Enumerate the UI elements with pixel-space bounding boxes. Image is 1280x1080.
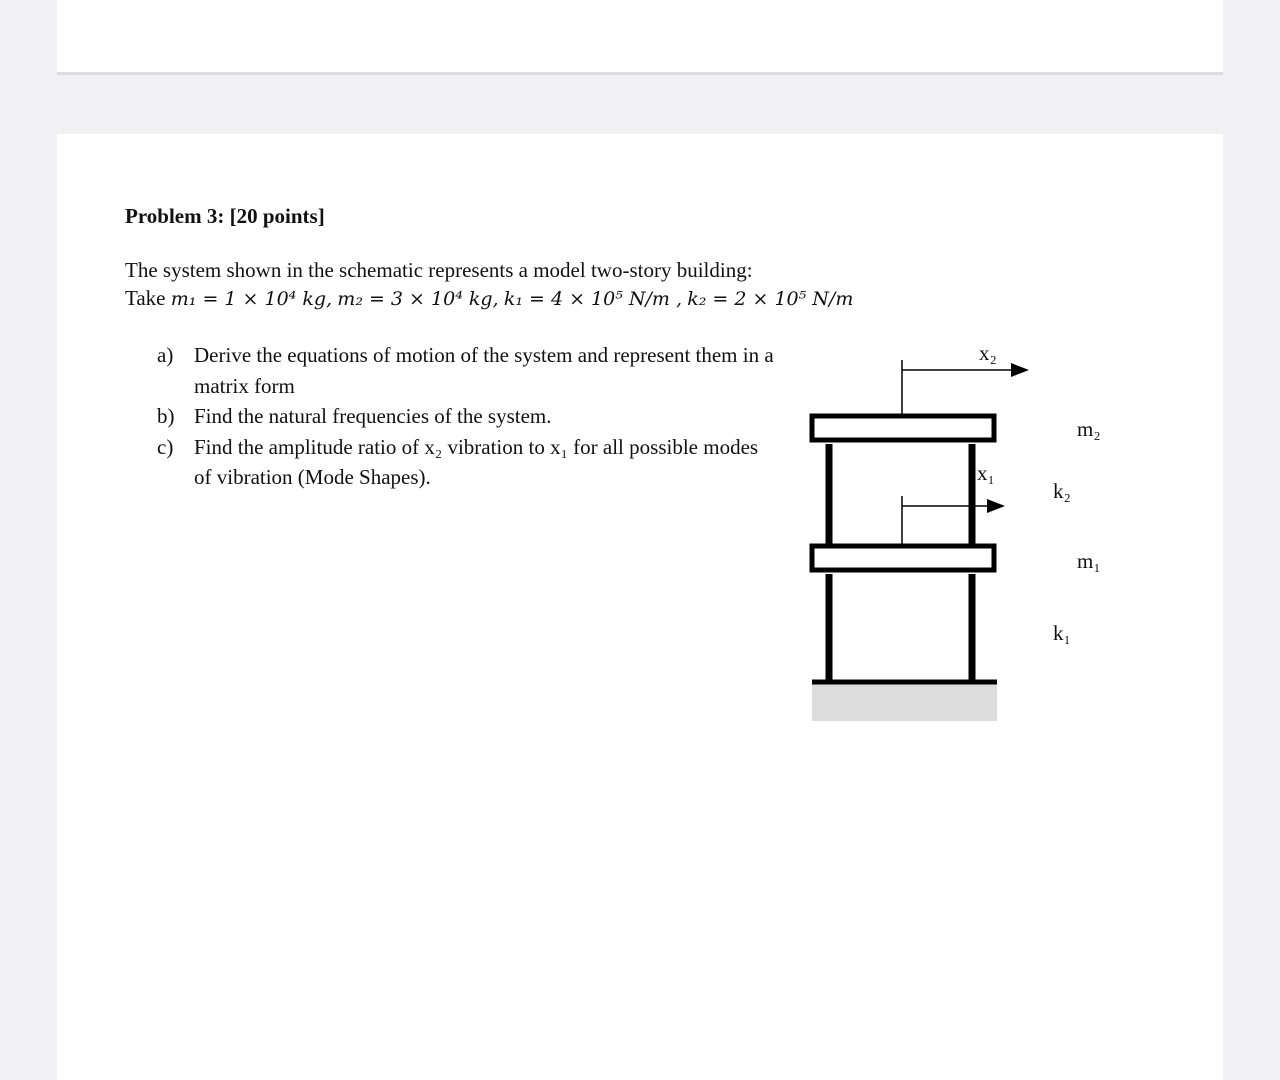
- mass-m1-slab: [812, 546, 994, 570]
- m2-label: m₂: [1077, 417, 1101, 441]
- building-schematic: [797, 324, 1117, 734]
- ground-hatch: [812, 684, 997, 721]
- task-b: [157, 401, 777, 432]
- task-list: [157, 340, 777, 493]
- task-a: [157, 340, 777, 401]
- k1-label: k₁: [1053, 621, 1071, 645]
- task-marker: a): [157, 343, 174, 367]
- mass-m2-slab: [812, 416, 994, 440]
- k2-label: k₂: [1053, 479, 1071, 503]
- x1-label: x₁: [977, 461, 995, 485]
- given-values: [125, 284, 853, 313]
- problem-intro: The system shown in the schematic represents a model two-story building:: [125, 258, 753, 282]
- m1-label: m₁: [1077, 549, 1101, 573]
- take-label: Take: [125, 286, 166, 310]
- k2-value: k₂ = 2 × 10⁵ N/m: [687, 288, 854, 310]
- task-text: Find the amplitude ratio of x₂ vibration to x₁ for all possible modes of vibration (Mode Shapes).: [194, 434, 759, 489]
- document-page: [57, 134, 1223, 1080]
- x2-arrow-head: [1011, 363, 1029, 377]
- task-marker: c): [157, 434, 174, 459]
- problem-title: Problem 3: [20 points]: [125, 204, 325, 228]
- task-marker: b): [157, 404, 175, 428]
- x2-label: x₂: [979, 341, 997, 365]
- m2-value: m₂ = 3 × 10⁴ kg,: [337, 288, 499, 310]
- previous-page-sheet: [57, 0, 1223, 75]
- x1-arrow-head: [987, 499, 1005, 513]
- k1-value: k₁ = 4 × 10⁵ N/m ,: [503, 288, 682, 310]
- m1-value: m₁ = 1 × 10⁴ kg,: [170, 288, 333, 310]
- task-text: Derive the equations of motion of the system and represent them in a matrix form: [194, 343, 774, 398]
- task-c: [157, 432, 777, 493]
- task-text: Find the natural frequencies of the system.: [194, 404, 552, 428]
